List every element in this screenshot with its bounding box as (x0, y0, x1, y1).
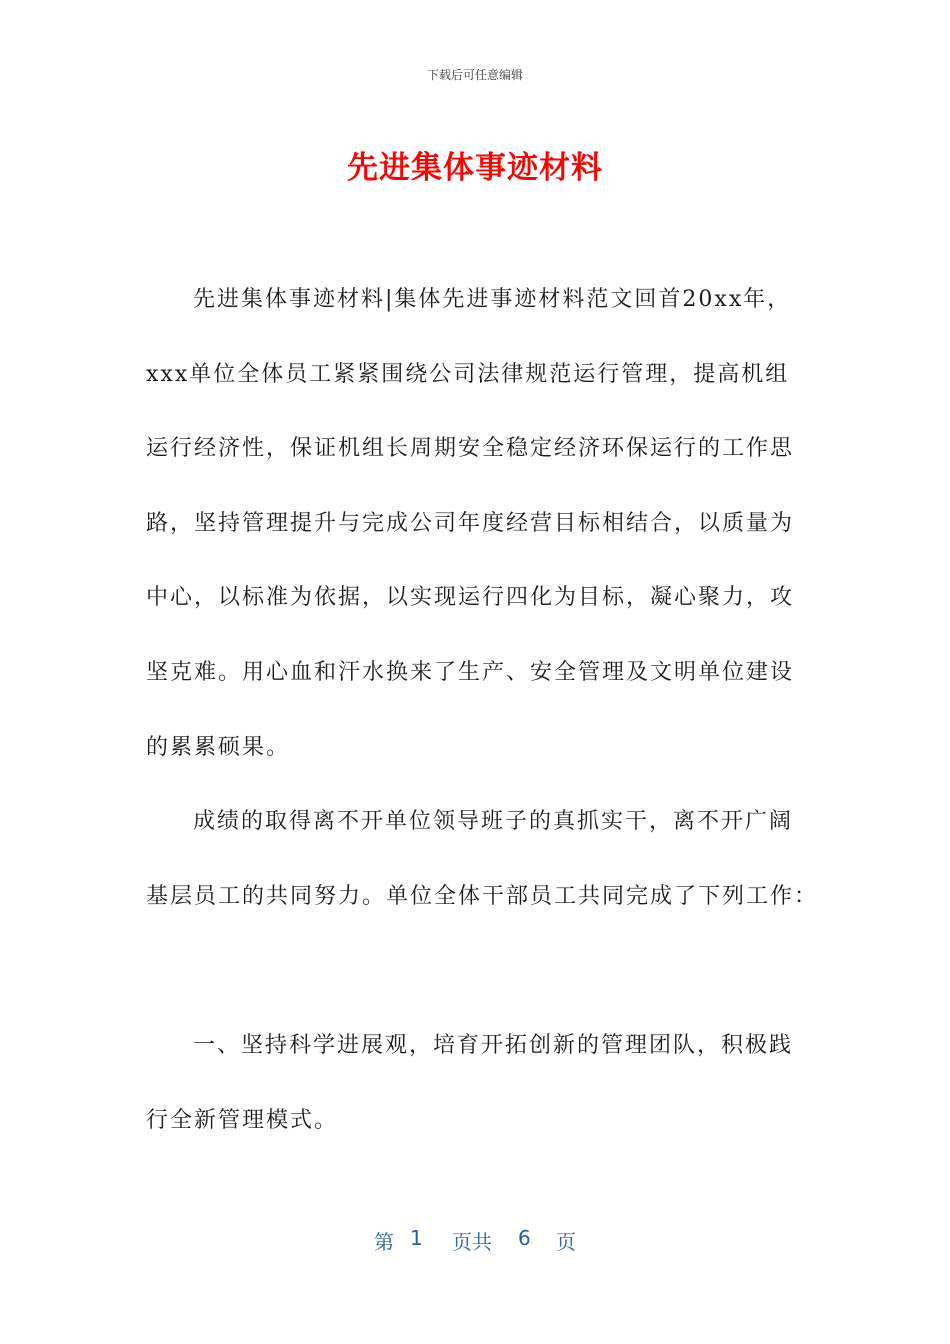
section-heading-line: 行全新管理模式。 (146, 1108, 339, 1133)
paragraph-line: xxx单位全体员工紧紧围绕公司法律规范运行管理，提高机组 (146, 362, 790, 387)
paragraph-line: 坚克难。用心血和汗水换来了生产、安全管理及文明单位建设 (146, 660, 795, 685)
footer-current-page: 1 (410, 1226, 423, 1250)
paragraph-line: 路，坚持管理提升与完成公司年度经营目标相结合，以质量为 (146, 511, 795, 536)
footer-total-pages: 6 (518, 1226, 531, 1250)
paragraph-line: 运行经济性，保证机组长周期安全稳定经济环保运行的工作思 (146, 436, 795, 461)
paragraph-line: 基层员工的共同努力。单位全体干部员工共同完成了下列工作： (146, 884, 819, 909)
footer-label-suffix: 页 (556, 1230, 576, 1254)
paragraph-line: 先进集体事迹材料|集体先进事迹材料范文回首20xx年， (193, 287, 792, 312)
paragraph-line: 的累累硕果。 (146, 735, 291, 760)
footer-label-page: 第 (374, 1230, 394, 1254)
paragraph-line: 中心，以标准为依据，以实现运行四化为目标，凝心聚力，攻 (146, 585, 795, 610)
footer-label-total: 页共 (452, 1230, 492, 1254)
paragraph-line: 成绩的取得离不开单位领导班子的真抓实干，离不开广阔 (193, 809, 794, 834)
header-note: 下载后可任意编辑 (426, 68, 523, 82)
document-title: 先进集体事迹材料 (347, 150, 603, 186)
section-heading-line: 一、坚持科学进展观，培育开拓创新的管理团队，积极践 (193, 1033, 794, 1058)
